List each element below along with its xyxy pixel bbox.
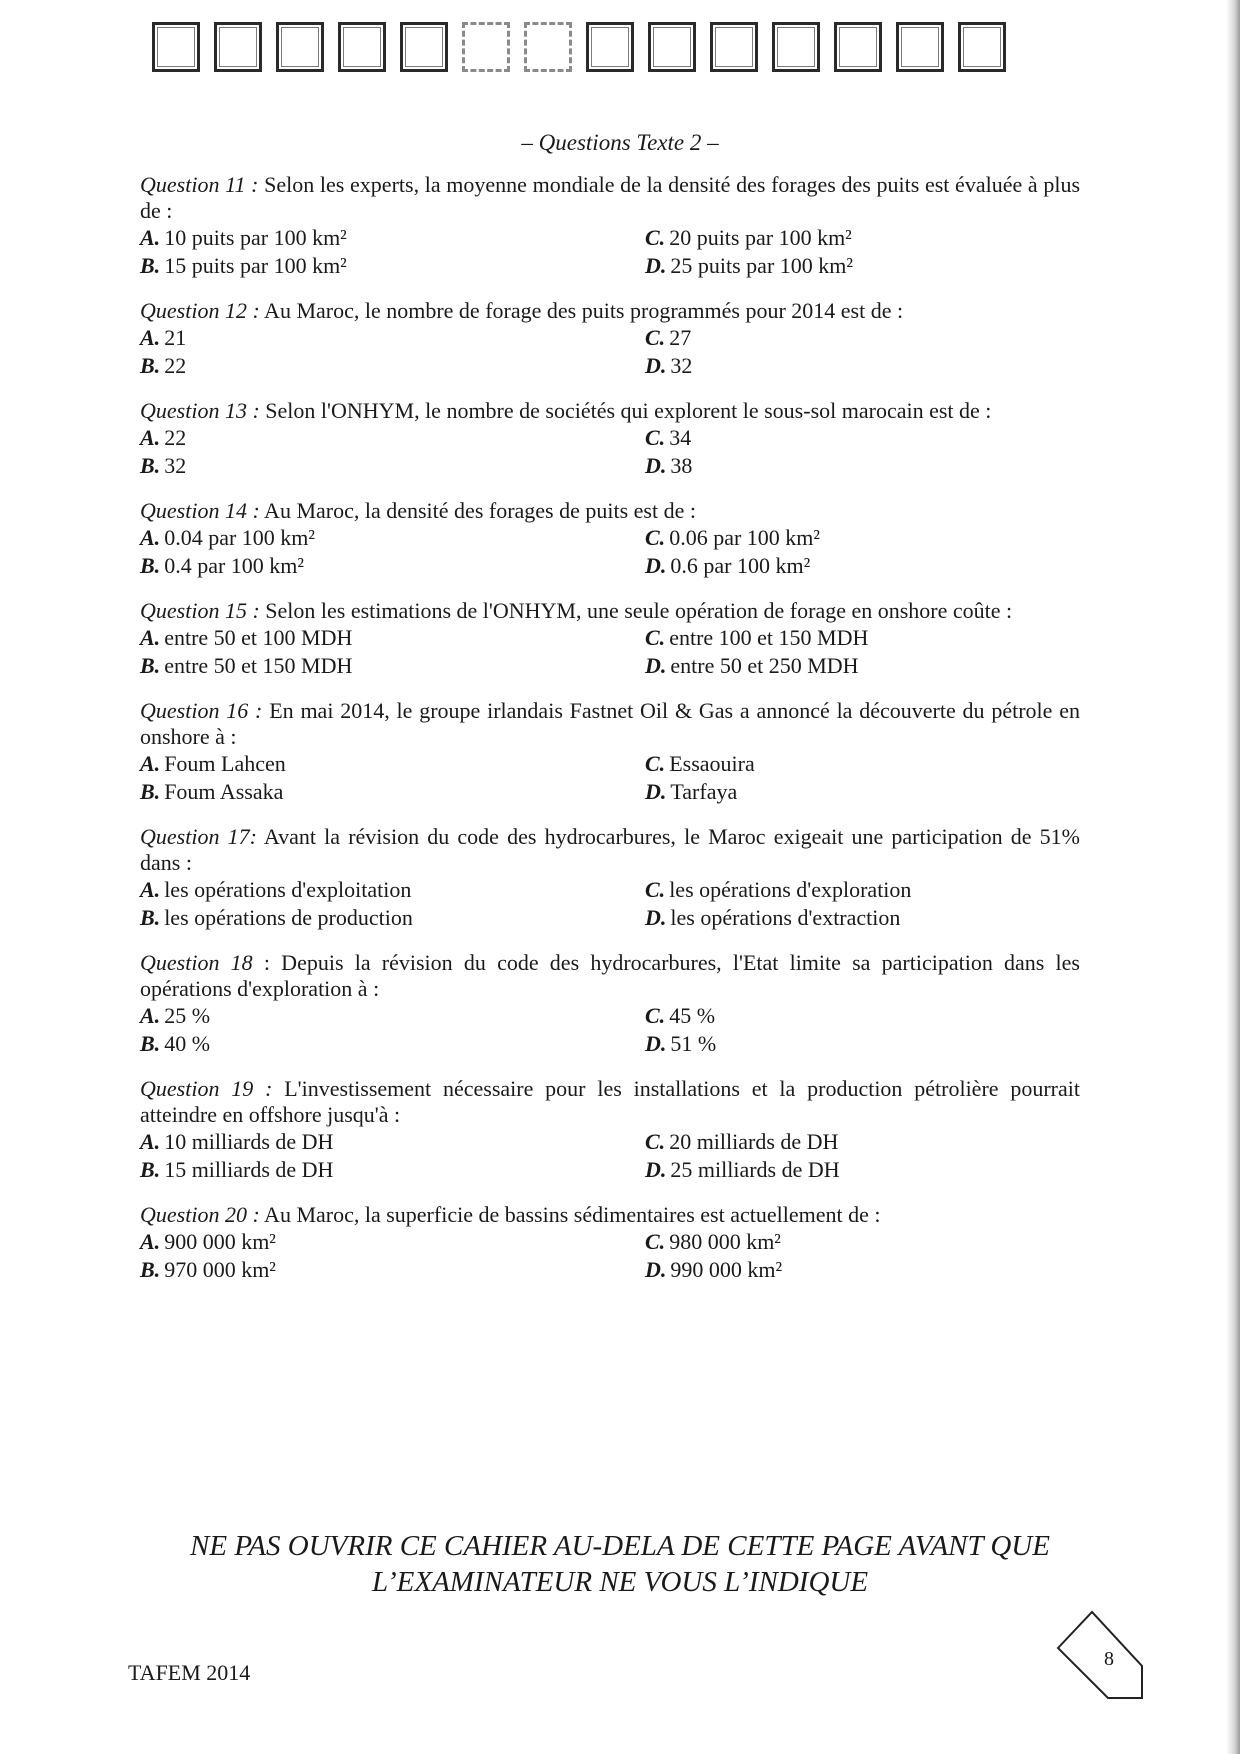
question-block xyxy=(140,172,1080,280)
answer-option xyxy=(645,652,1080,680)
question-body: Au Maroc, la superficie de bassins sédimentaires est actuellement de : xyxy=(259,1202,881,1227)
answer-options xyxy=(140,1128,1080,1184)
option-text: 970 000 km² xyxy=(164,1257,276,1282)
question-label: Question 18 xyxy=(140,950,253,975)
option-letter: D. xyxy=(645,253,667,278)
answer-option xyxy=(140,1256,645,1284)
code-box xyxy=(214,22,262,72)
code-box xyxy=(648,22,696,72)
question-label: Question 20 : xyxy=(140,1202,260,1227)
option-letter: B. xyxy=(140,1257,161,1282)
option-text: 34 xyxy=(669,425,692,450)
answer-option xyxy=(645,224,1080,252)
answer-options xyxy=(140,424,1080,480)
answer-option xyxy=(140,552,645,580)
question-label: Question 13 : xyxy=(140,398,260,423)
option-text: les opérations d'exploration xyxy=(669,877,912,902)
question-label: Question 11 : xyxy=(140,172,259,197)
option-letter: A. xyxy=(140,425,161,450)
code-box xyxy=(772,22,820,72)
option-text: 22 xyxy=(164,353,187,378)
question-list xyxy=(140,172,1080,1302)
option-letter: C. xyxy=(645,1003,666,1028)
option-letter: A. xyxy=(140,1229,161,1254)
option-letter: B. xyxy=(140,653,161,678)
option-letter: D. xyxy=(645,779,667,804)
code-box xyxy=(586,22,634,72)
option-letter: A. xyxy=(140,525,161,550)
option-text: 21 xyxy=(164,325,187,350)
answer-options xyxy=(140,876,1080,932)
option-letter: C. xyxy=(645,877,666,902)
question-label: Question 19 : xyxy=(140,1076,273,1101)
question-label: Question 15 : xyxy=(140,598,260,623)
question-text xyxy=(140,1076,1080,1128)
exam-warning xyxy=(0,1528,1240,1600)
option-letter: C. xyxy=(645,1229,666,1254)
option-text: Foum Lahcen xyxy=(164,751,286,776)
option-letter: C. xyxy=(645,225,666,250)
answer-option xyxy=(645,1002,1080,1030)
answer-option xyxy=(645,552,1080,580)
option-text: les opérations de production xyxy=(164,905,413,930)
answer-option xyxy=(140,324,645,352)
option-letter: B. xyxy=(140,253,161,278)
answer-option xyxy=(645,904,1080,932)
question-body: Au Maroc, le nombre de forage des puits programmés pour 2014 est de : xyxy=(259,298,904,323)
option-letter: D. xyxy=(645,1031,667,1056)
option-letter: B. xyxy=(140,553,161,578)
option-text: Tarfaya xyxy=(670,779,738,804)
option-letter: B. xyxy=(140,905,161,930)
warning-line-2: L’EXAMINATEUR NE VOUS L’INDIQUE xyxy=(371,1566,869,1598)
answer-option xyxy=(140,750,645,778)
question-block xyxy=(140,950,1080,1058)
option-letter: A. xyxy=(140,225,161,250)
answer-option xyxy=(645,1228,1080,1256)
answer-option xyxy=(645,324,1080,352)
answer-option xyxy=(645,1156,1080,1184)
option-letter: A. xyxy=(140,625,161,650)
option-text: entre 50 et 100 MDH xyxy=(164,625,353,650)
option-text: 990 000 km² xyxy=(670,1257,783,1282)
question-body: Au Maroc, la densité des forages de puits est de : xyxy=(259,498,696,523)
answer-option xyxy=(140,652,645,680)
question-text xyxy=(140,598,1080,624)
option-text: 0.4 par 100 km² xyxy=(164,553,304,578)
option-text: 10 puits par 100 km² xyxy=(164,225,347,250)
warning-line-1: NE PAS OUVRIR CE CAHIER AU-DELA DE CETTE PAGE AVANT QUE xyxy=(190,1530,1050,1562)
option-letter: C. xyxy=(645,425,666,450)
option-text: 15 milliards de DH xyxy=(164,1157,334,1182)
option-text: les opérations d'exploitation xyxy=(164,877,412,902)
answer-option xyxy=(645,524,1080,552)
answer-option xyxy=(645,778,1080,806)
answer-code-boxes xyxy=(152,22,1006,72)
option-letter: D. xyxy=(645,1157,667,1182)
answer-option xyxy=(645,1030,1080,1058)
option-text: 980 000 km² xyxy=(669,1229,781,1254)
option-text: 45 % xyxy=(669,1003,716,1028)
option-text: 25 % xyxy=(164,1003,211,1028)
option-text: 32 xyxy=(164,453,187,478)
question-body: : Depuis la révision du code des hydrocarbures, l'Etat limite sa participation dans les opérations d'exploration à : xyxy=(140,950,1080,1001)
option-letter: D. xyxy=(645,453,667,478)
option-text: Foum Assaka xyxy=(164,779,284,804)
answer-options xyxy=(140,1002,1080,1058)
option-letter: D. xyxy=(645,905,667,930)
option-text: 20 milliards de DH xyxy=(669,1129,839,1154)
option-letter: A. xyxy=(140,1129,161,1154)
question-body: Selon les experts, la moyenne mondiale de la densité des forages des puits est évaluée à plus de : xyxy=(140,172,1081,223)
option-text: Essaouira xyxy=(669,751,755,776)
question-text xyxy=(140,950,1080,1002)
option-letter: B. xyxy=(140,1157,161,1182)
question-block xyxy=(140,698,1080,806)
code-box xyxy=(524,22,572,72)
question-block xyxy=(140,598,1080,680)
option-letter: D. xyxy=(645,653,667,678)
question-text xyxy=(140,1202,1080,1228)
answer-option xyxy=(645,1128,1080,1156)
code-box xyxy=(462,22,510,72)
option-text: 32 xyxy=(670,353,693,378)
answer-option xyxy=(140,1002,645,1030)
answer-option xyxy=(140,452,645,480)
answer-option xyxy=(645,424,1080,452)
answer-options xyxy=(140,324,1080,380)
option-text: 0.04 par 100 km² xyxy=(164,525,315,550)
option-letter: C. xyxy=(645,325,666,350)
answer-option xyxy=(140,524,645,552)
answer-options xyxy=(140,750,1080,806)
option-text: 0.6 par 100 km² xyxy=(670,553,811,578)
answer-option xyxy=(140,252,645,280)
option-text: les opérations d'extraction xyxy=(670,905,901,930)
answer-options xyxy=(140,1228,1080,1284)
answer-options xyxy=(140,524,1080,580)
question-block xyxy=(140,824,1080,932)
scanned-page-edge xyxy=(1226,0,1240,1754)
question-body: Selon les estimations de l'ONHYM, une seule opération de forage en onshore coûte : xyxy=(259,598,1013,623)
option-text: 51 % xyxy=(670,1031,717,1056)
option-text: entre 50 et 150 MDH xyxy=(164,653,353,678)
option-text: 0.06 par 100 km² xyxy=(669,525,820,550)
question-block xyxy=(140,498,1080,580)
option-letter: B. xyxy=(140,1031,161,1056)
option-text: 38 xyxy=(670,453,693,478)
code-box xyxy=(276,22,324,72)
code-box xyxy=(896,22,944,72)
code-box xyxy=(710,22,758,72)
question-text xyxy=(140,172,1080,224)
option-letter: C. xyxy=(645,625,666,650)
answer-option xyxy=(645,750,1080,778)
answer-option xyxy=(140,876,645,904)
answer-option xyxy=(645,1256,1080,1284)
answer-options xyxy=(140,224,1080,280)
question-text xyxy=(140,298,1080,324)
option-letter: D. xyxy=(645,353,667,378)
option-letter: C. xyxy=(645,1129,666,1154)
question-label: Question 17: xyxy=(140,824,257,849)
option-letter: D. xyxy=(645,553,667,578)
option-letter: A. xyxy=(140,325,161,350)
question-text xyxy=(140,824,1080,876)
question-block xyxy=(140,398,1080,480)
page-number: 8 xyxy=(1104,1648,1114,1670)
option-text: 25 puits par 100 km² xyxy=(670,253,853,278)
option-text: 40 % xyxy=(164,1031,211,1056)
answer-option xyxy=(140,624,645,652)
question-block xyxy=(140,1202,1080,1284)
question-label: Question 14 : xyxy=(140,498,260,523)
answer-option xyxy=(140,424,645,452)
code-box xyxy=(152,22,200,72)
answer-option xyxy=(140,224,645,252)
code-box xyxy=(400,22,448,72)
option-letter: D. xyxy=(645,1257,667,1282)
option-letter: A. xyxy=(140,877,161,902)
answer-option xyxy=(140,778,645,806)
answer-option xyxy=(645,352,1080,380)
answer-option xyxy=(140,1030,645,1058)
answer-options xyxy=(140,624,1080,680)
question-body: En mai 2014, le groupe irlandais Fastnet Oil & Gas a annoncé la découverte du pétrole en onshore à : xyxy=(140,698,1081,749)
question-body: L'investissement nécessaire pour les installations et la production pétrolière pourrait atteindre en offshore jusqu'à : xyxy=(140,1076,1080,1127)
option-letter: C. xyxy=(645,751,666,776)
option-text: entre 100 et 150 MDH xyxy=(669,625,869,650)
code-box xyxy=(958,22,1006,72)
answer-option xyxy=(645,876,1080,904)
question-text xyxy=(140,698,1080,750)
question-block xyxy=(140,298,1080,380)
question-body: Selon l'ONHYM, le nombre de sociétés qui explorent le sous-sol marocain est de : xyxy=(259,398,992,423)
option-text: 22 xyxy=(164,425,187,450)
question-body: Avant la révision du code des hydrocarbures, le Maroc exigeait une participation de 51% dans : xyxy=(140,824,1081,875)
option-text: 20 puits par 100 km² xyxy=(669,225,852,250)
exam-label: TAFEM 2014 xyxy=(128,1660,251,1685)
answer-option xyxy=(140,1128,645,1156)
question-block xyxy=(140,1076,1080,1184)
answer-option xyxy=(645,252,1080,280)
answer-option xyxy=(140,352,645,380)
option-text: 10 milliards de DH xyxy=(164,1129,334,1154)
code-box xyxy=(834,22,882,72)
option-letter: A. xyxy=(140,751,161,776)
answer-option xyxy=(645,452,1080,480)
option-letter: C. xyxy=(645,525,666,550)
option-letter: B. xyxy=(140,353,161,378)
question-label: Question 16 : xyxy=(140,698,263,723)
option-letter: A. xyxy=(140,1003,161,1028)
option-text: 25 milliards de DH xyxy=(670,1157,840,1182)
question-label: Question 12 : xyxy=(140,298,260,323)
question-text xyxy=(140,498,1080,524)
section-title: – Questions Texte 2 – xyxy=(521,130,719,155)
code-box xyxy=(338,22,386,72)
answer-option xyxy=(645,624,1080,652)
option-text: 15 puits par 100 km² xyxy=(164,253,347,278)
answer-option xyxy=(140,904,645,932)
answer-option xyxy=(140,1156,645,1184)
option-letter: B. xyxy=(140,453,161,478)
option-letter: B. xyxy=(140,779,161,804)
answer-option xyxy=(140,1228,645,1256)
option-text: 27 xyxy=(669,325,692,350)
question-text xyxy=(140,398,1080,424)
option-text: entre 50 et 250 MDH xyxy=(670,653,859,678)
option-text: 900 000 km² xyxy=(164,1229,276,1254)
